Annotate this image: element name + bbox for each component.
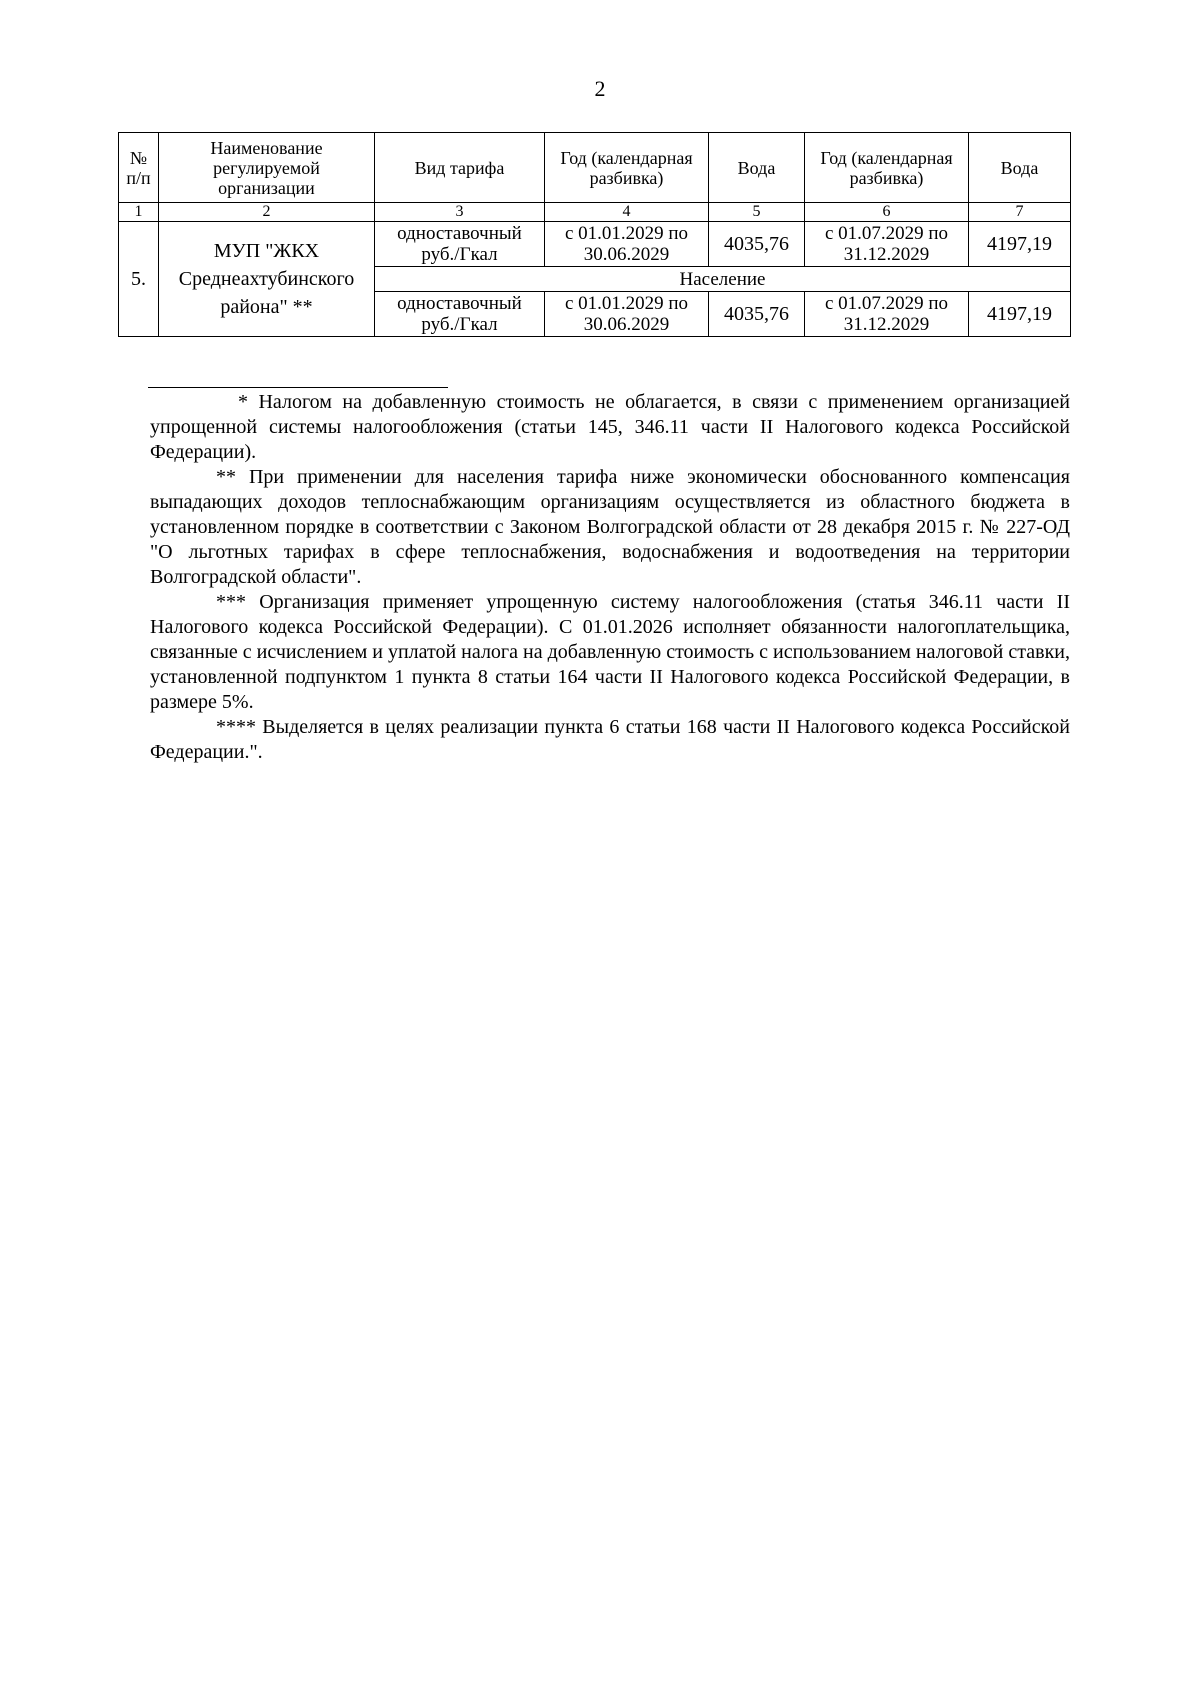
tariff-type: одноставочный руб./Гкал xyxy=(375,222,545,267)
table-row xyxy=(119,222,1071,267)
row-index: 5. xyxy=(119,222,159,337)
tariff-table xyxy=(118,132,1071,337)
header-period-1: Год (календарная разбивка) xyxy=(545,133,709,203)
column-number: 1 xyxy=(119,203,159,222)
footnote-divider xyxy=(148,387,448,388)
header-period-2: Год (календарная разбивка) xyxy=(805,133,969,203)
header-tariff-type: Вид тарифа xyxy=(375,133,545,203)
footnote-4: **** Выделяется в целях реализации пункта 6 статьи 168 части II Налогового кодекса Российской Федерации.". xyxy=(150,716,1070,763)
footnote-3: *** Организация применяет упрощенную систему налогообложения (статья 346.11 части II Налогового кодекса Российской Федерации). С 01.01.2026 исполняет обязанности налогоплательщика, связанные с исчислением и уплатой налога на добавленную стоимость с использованием налоговой ставки, установленной подпунктом 1 пункта 8 статьи 164 части II Налогового кодекса Российской Федерации, в размере 5%. xyxy=(150,591,1070,713)
page-number: 2 xyxy=(594,76,606,101)
column-number: 6 xyxy=(805,203,969,222)
column-number: 2 xyxy=(159,203,375,222)
tariff-type: одноставочный руб./Гкал xyxy=(375,292,545,337)
header-number: № п/п xyxy=(119,133,159,203)
header-water-2: Вода xyxy=(969,133,1071,203)
water-value: 4197,19 xyxy=(969,222,1071,267)
water-value: 4035,76 xyxy=(709,222,805,267)
period: с 01.01.2029 по 30.06.2029 xyxy=(545,292,709,337)
column-number: 3 xyxy=(375,203,545,222)
table-header-row xyxy=(119,133,1071,203)
column-number: 5 xyxy=(709,203,805,222)
footnote-2: ** При применении для населения тарифа ниже экономически обоснованного компенсация выпадающих доходов теплоснабжающим организациям осуществляется из областного бюджета в установленном порядке в соответствии с Законом Волгоградской области от 28 декабря 2015 г. № 227-ОД "О льготных тарифах в сфере теплоснабжения, водоснабжения и водоотведения на территории Волгоградской области". xyxy=(150,466,1070,588)
water-value: 4197,19 xyxy=(969,292,1071,337)
period: с 01.07.2029 по 31.12.2029 xyxy=(805,292,969,337)
period: с 01.07.2029 по 31.12.2029 xyxy=(805,222,969,267)
column-number: 7 xyxy=(969,203,1071,222)
column-numbers-row xyxy=(119,203,1071,222)
organization-name: МУП "ЖКХ Среднеахтубинского района" ** xyxy=(159,222,375,337)
footnote-1: * Налогом на добавленную стоимость не облагается, в связи с применением организацией упрощенной системы налогообложения (статьи 145, 346.11 части II Налогового кодекса Российской Федерации). xyxy=(150,391,1070,463)
water-value: 4035,76 xyxy=(709,292,805,337)
header-organization: Наименование регулируемой организации xyxy=(159,133,375,203)
section-label: Население xyxy=(375,267,1071,292)
period: с 01.01.2029 по 30.06.2029 xyxy=(545,222,709,267)
header-water-1: Вода xyxy=(709,133,805,203)
footnotes xyxy=(150,390,1070,765)
column-number: 4 xyxy=(545,203,709,222)
